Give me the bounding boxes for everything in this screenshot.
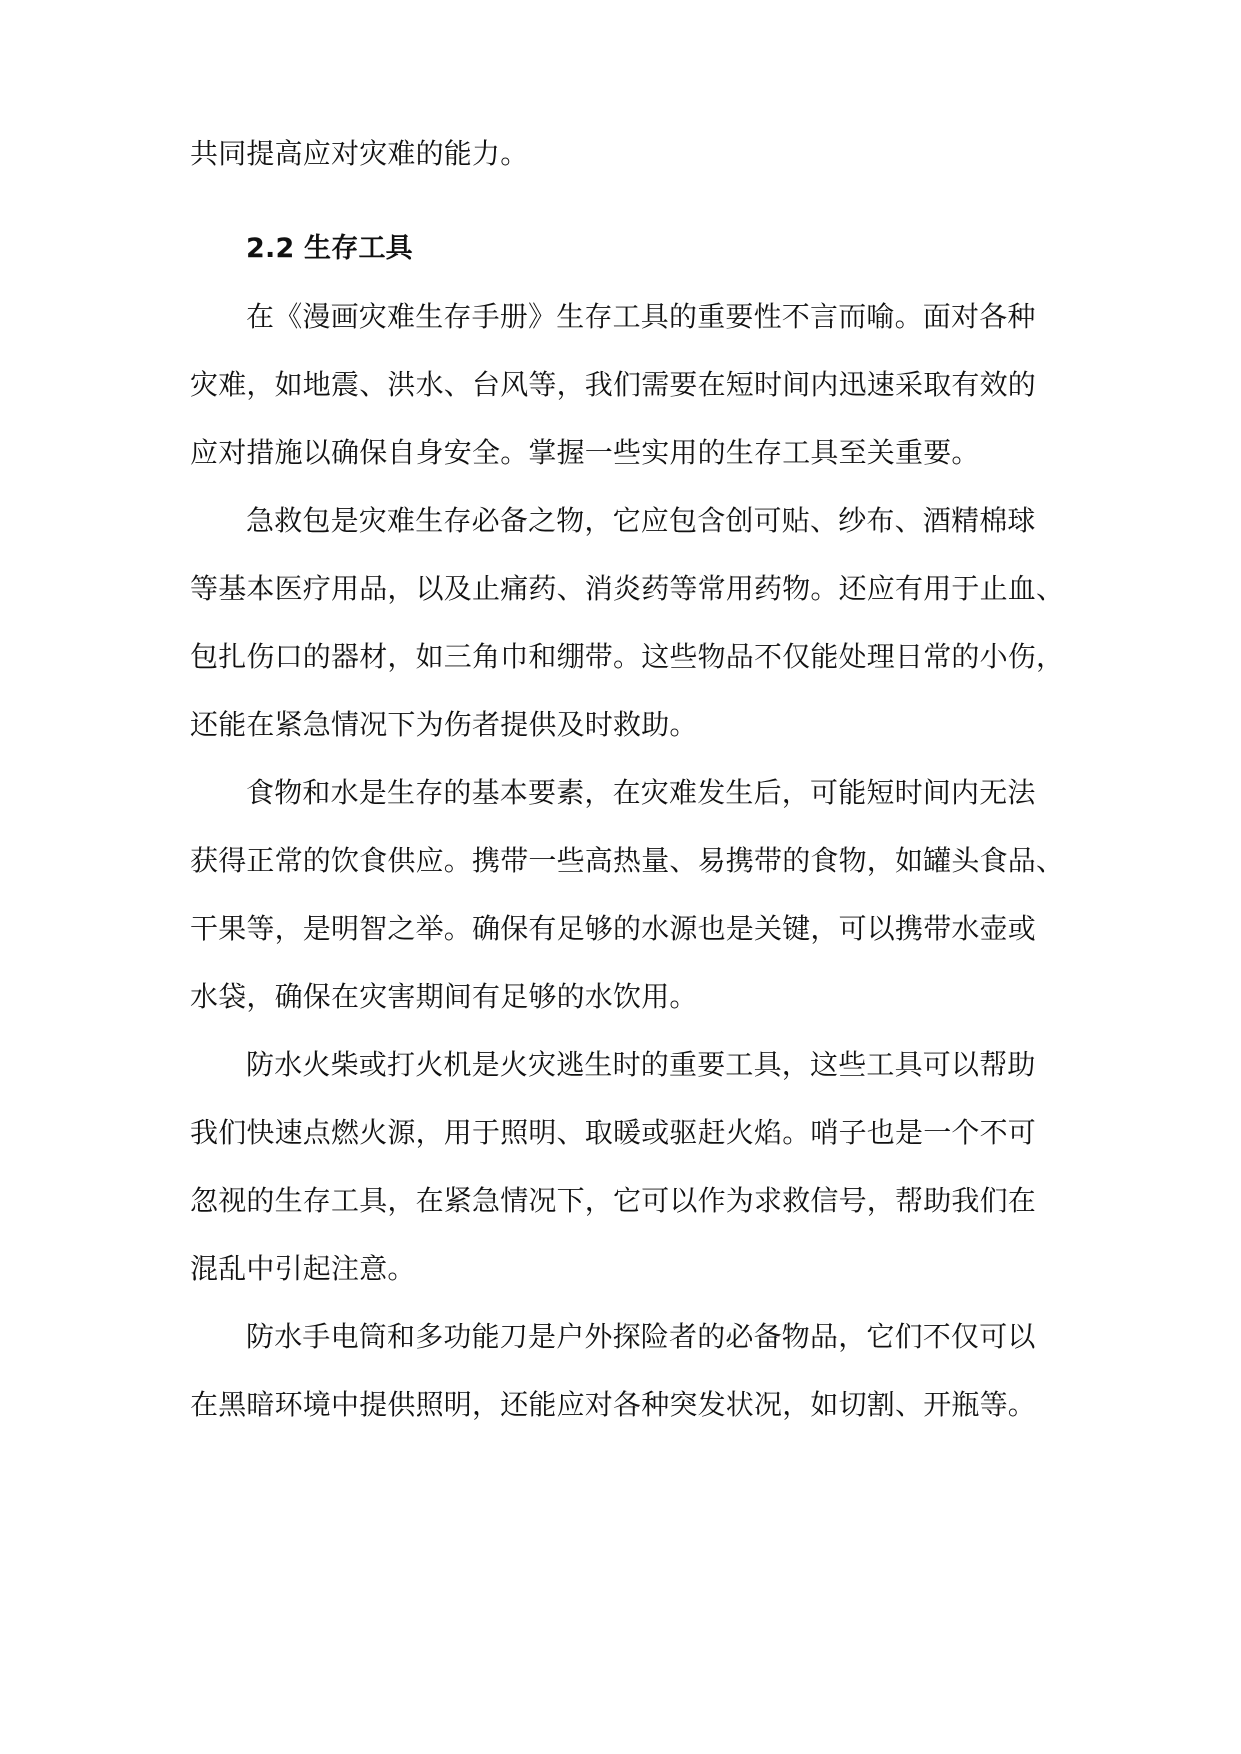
paragraph-line: 还能在紧急情况下为伤者提供及时救助。 bbox=[190, 708, 698, 741]
continuation-line: 共同提高应对灾难的能力。 bbox=[190, 137, 529, 170]
section-number: 2.2 bbox=[246, 233, 295, 264]
section-title: 生存工具 bbox=[304, 233, 413, 264]
paragraph-line: 食物和水是生存的基本要素，在灾难发生后，可能短时间内无法 bbox=[246, 776, 1036, 809]
paragraph-line: 我们快速点燃火源，用于照明、取暖或驱赶火焰。哨子也是一个不可 bbox=[190, 1116, 1037, 1149]
paragraph-line: 在《漫画灾难生存手册》生存工具的重要性不言而喻。面对各种 bbox=[246, 300, 1036, 333]
paragraph-line: 等基本医疗用品，以及止痛药、消炎药等常用药物。还应有用于止血、 bbox=[190, 572, 1065, 605]
section-heading bbox=[246, 232, 1126, 266]
paragraph-line: 灾难，如地震、洪水、台风等，我们需要在短时间内迅速采取有效的 bbox=[190, 368, 1037, 401]
paragraph-line: 干果等，是明智之举。确保有足够的水源也是关键，可以携带水壶或 bbox=[190, 912, 1037, 945]
paragraph-line: 获得正常的饮食供应。携带一些高热量、易携带的食物，如罐头食品、 bbox=[190, 844, 1065, 877]
paragraph-line: 防水火柴或打火机是火灾逃生时的重要工具，这些工具可以帮助 bbox=[246, 1048, 1036, 1081]
paragraph-line: 忽视的生存工具，在紧急情况下，它可以作为求救信号，帮助我们在 bbox=[190, 1184, 1037, 1217]
paragraph-line: 在黑暗环境中提供照明，还能应对各种突发状况，如切割、开瓶等。 bbox=[190, 1388, 1037, 1421]
paragraph-line: 包扎伤口的器材，如三角巾和绷带。这些物品不仅能处理日常的小伤， bbox=[190, 640, 1065, 673]
paragraph-line: 水袋，确保在灾害期间有足够的水饮用。 bbox=[190, 980, 698, 1013]
paragraph-line: 应对措施以确保自身安全。掌握一些实用的生存工具至关重要。 bbox=[190, 436, 980, 469]
paragraph-line: 混乱中引起注意。 bbox=[190, 1252, 416, 1285]
paragraph-line: 防水手电筒和多功能刀是户外探险者的必备物品，它们不仅可以 bbox=[246, 1320, 1036, 1353]
paragraph-line: 急救包是灾难生存必备之物，它应包含创可贴、纱布、酒精棉球 bbox=[246, 504, 1036, 537]
